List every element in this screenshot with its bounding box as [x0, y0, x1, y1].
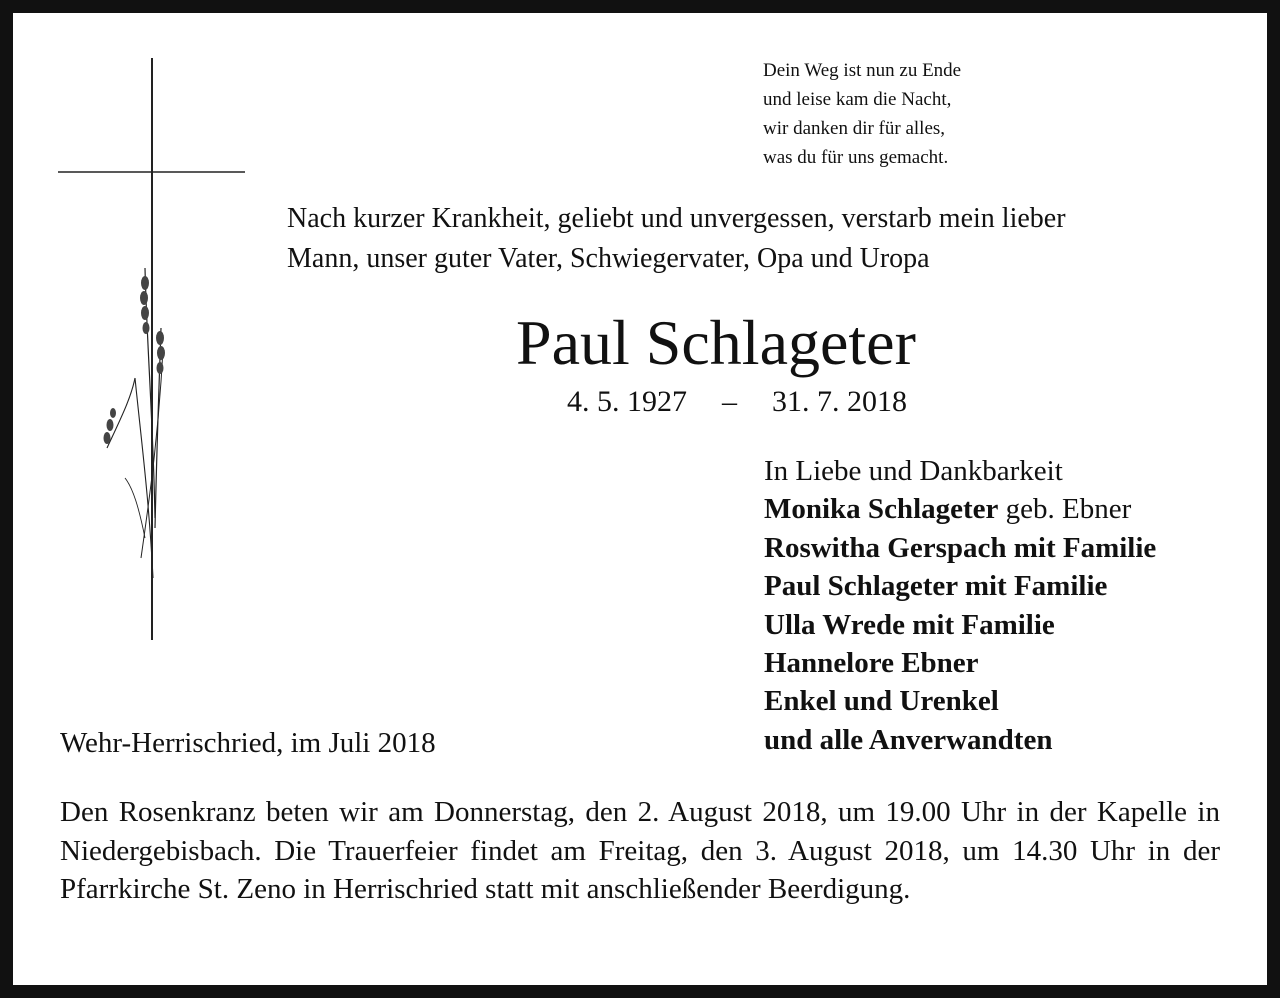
- poem: [763, 56, 961, 172]
- mourners-heading: In Liebe und Dankbarkeit: [764, 455, 1063, 487]
- mourners-block: [764, 452, 1156, 759]
- death-date: 31. 7. 2018: [772, 385, 907, 418]
- mourner-name: Hannelore Ebner: [764, 647, 979, 680]
- poem-line: Dein Weg ist nun zu Ende: [763, 60, 962, 81]
- poem-line: und leise kam die Nacht,: [763, 89, 952, 110]
- cross-with-wheat-icon: [55, 58, 255, 648]
- deceased-name: Paul Schlageter: [516, 307, 916, 378]
- poem-line: was du für uns gemacht.: [763, 147, 949, 168]
- mourner-suffix: geb. Ebner: [998, 493, 1132, 526]
- life-dates: [567, 382, 907, 422]
- service-details: Den Rosenkranz beten wir am Donnerstag, den 2. August 2018, um 19.00 Uhr in der Kapelle in Niedergebisbach. Die Trauerfeier findet am Freitag, den 3. August 2018, um 14.30 Uhr in der Pfarrkirche St. Zeno in Herrischried statt mit anschließender Beerdigung.: [60, 796, 1220, 905]
- mourner-name: Ulla Wrede mit Familie: [764, 608, 1055, 641]
- intro-line: Mann, unser guter Vater, Schwiegervater, Opa und Uropa: [287, 243, 930, 274]
- intro-line: Nach kurzer Krankheit, geliebt und unvergessen, verstarb mein lieber: [287, 203, 1066, 234]
- mourner-name: Enkel und Urenkel: [764, 685, 999, 718]
- mourner-line: [764, 490, 1156, 528]
- birth-date: 4. 5. 1927: [567, 385, 687, 418]
- mourner-name: Monika Schlageter: [764, 493, 999, 526]
- mourner-name: Paul Schlageter mit Familie: [764, 570, 1108, 603]
- mourner-name: und alle Anverwandten: [764, 723, 1053, 756]
- place-and-date: Wehr-Herrischried, im Juli 2018: [60, 727, 436, 759]
- intro-text: [287, 199, 1066, 279]
- mourner-name: Roswitha Gerspach mit Familie: [764, 531, 1157, 564]
- poem-line: wir danken dir für alles,: [763, 118, 946, 139]
- date-separator: –: [722, 385, 737, 418]
